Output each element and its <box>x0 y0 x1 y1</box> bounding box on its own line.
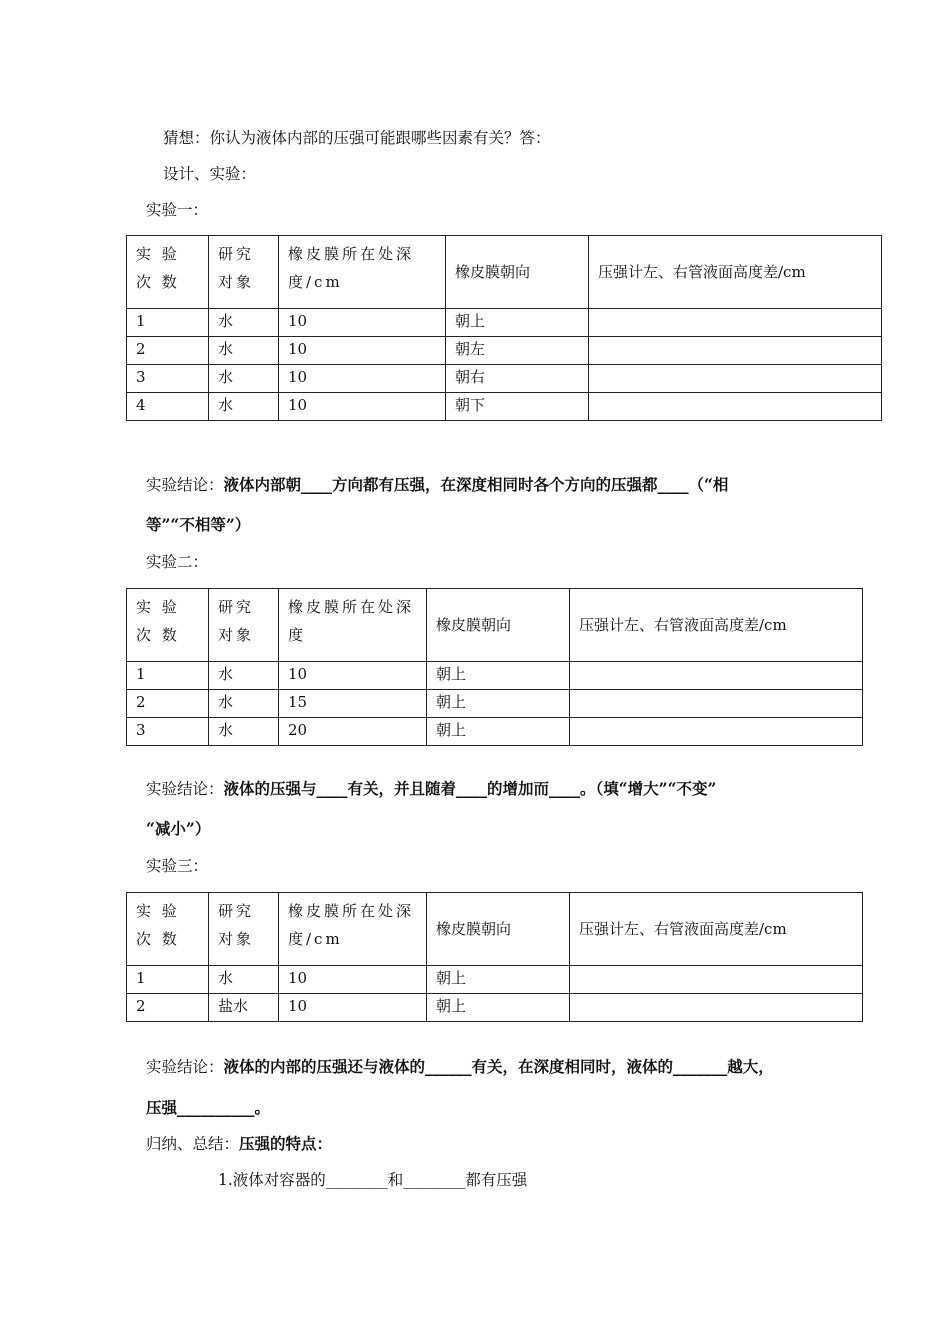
cell-subject: 水 <box>209 337 279 365</box>
summary-item-1: 1.液体对容器的________和________都有压强 <box>218 1171 528 1189</box>
cell-trial: 3 <box>127 365 209 393</box>
header-height-diff: 压强计左、右管液面高度差/cm <box>570 589 863 662</box>
exp1-conclusion-continued: 等”“不相等”） <box>146 515 251 534</box>
exp1-title: 实验一： <box>146 201 209 219</box>
cell-height-diff[interactable] <box>570 994 863 1022</box>
cell-subject: 水 <box>209 393 279 421</box>
summary-heading <box>146 1133 332 1155</box>
cell-direction: 朝左 <box>446 337 589 365</box>
exp1-table <box>126 235 882 421</box>
cell-direction: 朝右 <box>446 365 589 393</box>
cell-height-diff[interactable] <box>570 662 863 690</box>
cell-direction: 朝上 <box>427 718 570 746</box>
cell-direction: 朝上 <box>446 309 589 337</box>
cell-subject: 水 <box>209 966 279 994</box>
conclusion-text: 液体的压强与____有关，并且随着____的增加而____。（填“增大”“不变” <box>223 779 717 798</box>
table-row <box>127 690 863 718</box>
summary-prefix: 归纳、总结： <box>146 1135 240 1153</box>
cell-height-diff[interactable] <box>589 309 882 337</box>
exp3-table <box>126 892 863 1022</box>
header-height-diff: 压强计左、右管液面高度差/cm <box>589 236 882 309</box>
cell-direction: 朝上 <box>427 662 570 690</box>
cell-trial: 1 <box>127 662 209 690</box>
cell-height-diff[interactable] <box>570 718 863 746</box>
header-direction: 橡皮膜朝向 <box>427 893 570 966</box>
table-row <box>127 309 882 337</box>
exp2-title: 实验二： <box>146 553 209 571</box>
cell-depth: 10 <box>279 309 446 337</box>
header-trial-number: 实 验 次 数 <box>127 589 209 662</box>
cell-trial: 1 <box>127 966 209 994</box>
header-depth: 橡皮膜所在处深度/cm <box>279 893 427 966</box>
cell-subject: 水 <box>209 690 279 718</box>
conclusion-text: 液体内部朝____方向都有压强，在深度相同时各个方向的压强都____（“相 <box>223 475 729 494</box>
cell-height-diff[interactable] <box>589 337 882 365</box>
table-row <box>127 994 863 1022</box>
conclusion-text: 液体的内部的压强还与液体的______有关，在深度相同时，液体的_______越大， <box>223 1057 774 1076</box>
table-row <box>127 365 882 393</box>
cell-subject: 水 <box>209 662 279 690</box>
header-direction: 橡皮膜朝向 <box>446 236 589 309</box>
table-row <box>127 718 863 746</box>
header-trial-number: 实 验 次 数 <box>127 893 209 966</box>
header-depth: 橡皮膜所在处深度 <box>279 589 427 662</box>
table-header-row <box>127 589 863 662</box>
cell-height-diff[interactable] <box>589 393 882 421</box>
table-row <box>127 662 863 690</box>
conclusion-prefix: 实验结论： <box>146 780 224 798</box>
exp3-conclusion-continued: 压强__________。 <box>146 1098 271 1117</box>
table-row <box>127 966 863 994</box>
header-height-diff: 压强计左、右管液面高度差/cm <box>570 893 863 966</box>
cell-depth: 10 <box>279 662 427 690</box>
exp3-title: 实验三： <box>146 857 209 875</box>
guess-question: 猜想：你认为液体内部的压强可能跟哪些因素有关？答： <box>163 129 551 147</box>
cell-depth: 15 <box>279 690 427 718</box>
header-subject: 研究对象 <box>209 236 279 309</box>
exp2-conclusion-continued: “减小”） <box>146 819 211 838</box>
design-heading: 设计、实验： <box>163 165 257 183</box>
conclusion-prefix: 实验结论： <box>146 1058 224 1076</box>
exp3-conclusion <box>146 1056 774 1078</box>
cell-trial: 4 <box>127 393 209 421</box>
exp2-conclusion <box>146 778 716 800</box>
cell-subject: 水 <box>209 718 279 746</box>
cell-height-diff[interactable] <box>570 690 863 718</box>
header-depth: 橡皮膜所在处深度/cm <box>279 236 446 309</box>
table-header-row <box>127 236 882 309</box>
conclusion-prefix: 实验结论： <box>146 476 224 494</box>
cell-subject: 水 <box>209 365 279 393</box>
cell-direction: 朝下 <box>446 393 589 421</box>
cell-trial: 2 <box>127 337 209 365</box>
cell-depth: 10 <box>279 365 446 393</box>
cell-depth: 10 <box>279 966 427 994</box>
header-subject: 研究对象 <box>209 589 279 662</box>
cell-trial: 3 <box>127 718 209 746</box>
cell-trial: 2 <box>127 690 209 718</box>
cell-direction: 朝上 <box>427 690 570 718</box>
header-trial-number: 实 验 次 数 <box>127 236 209 309</box>
cell-height-diff[interactable] <box>589 365 882 393</box>
cell-subject: 盐水 <box>209 994 279 1022</box>
header-direction: 橡皮膜朝向 <box>427 589 570 662</box>
table-row <box>127 393 882 421</box>
cell-depth: 10 <box>279 393 446 421</box>
summary-title: 压强的特点： <box>239 1134 333 1153</box>
table-header-row <box>127 893 863 966</box>
cell-direction: 朝上 <box>427 994 570 1022</box>
cell-depth: 20 <box>279 718 427 746</box>
cell-trial: 2 <box>127 994 209 1022</box>
cell-height-diff[interactable] <box>570 966 863 994</box>
cell-trial: 1 <box>127 309 209 337</box>
cell-direction: 朝上 <box>427 966 570 994</box>
cell-depth: 10 <box>279 994 427 1022</box>
header-subject: 研究对象 <box>209 893 279 966</box>
table-row <box>127 337 882 365</box>
exp1-conclusion <box>146 474 728 496</box>
cell-subject: 水 <box>209 309 279 337</box>
cell-depth: 10 <box>279 337 446 365</box>
exp2-table <box>126 588 863 746</box>
